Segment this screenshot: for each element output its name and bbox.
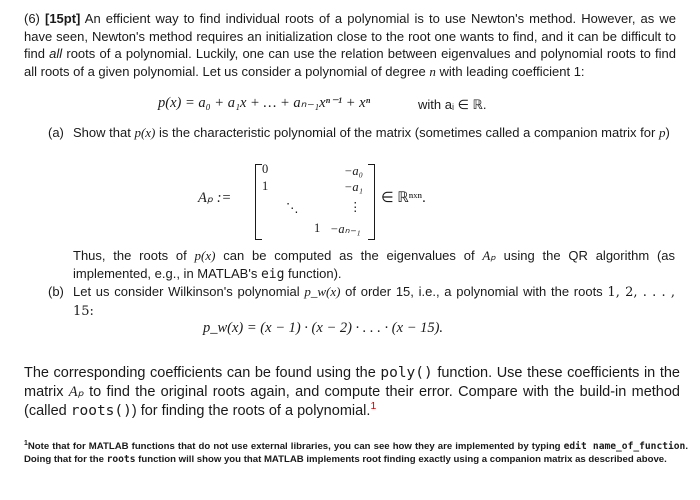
- intro-text-3: with leading coefficient 1:: [435, 63, 585, 79]
- footnote-text-3: function will show you that MATLAB implements root finding exactly using a companion matrix as described above.: [135, 454, 667, 465]
- matrix-right-bracket: [368, 164, 375, 240]
- intro-emphasis-all: all: [49, 46, 63, 62]
- matrix-label: Aₚ :=: [198, 190, 232, 206]
- part-a-text-3: ): [665, 125, 670, 140]
- part-b-pw: p_w(x): [304, 284, 341, 299]
- footnote-mark: 1: [24, 439, 28, 447]
- polynomial-equation: p(x) = a₀ + a₁x + … + aₙ₋₁xⁿ⁻¹ + xⁿ: [158, 95, 371, 111]
- matrix-cell-vdots: ⋮: [349, 200, 362, 214]
- footnote: [24, 440, 688, 466]
- part-a-p: p: [658, 125, 666, 140]
- matrix-left-bracket: [255, 164, 262, 240]
- part-a-text-2: is the characteristic polynomial of the matrix (sometimes called a companion matrix for: [155, 125, 659, 140]
- part-a-text: [73, 124, 673, 142]
- part-b-roots: 1, 2, . . . , 15:: [73, 285, 676, 319]
- matrix-cell-neg-a0: −a₀: [344, 164, 364, 178]
- part-a-label: (a): [48, 125, 64, 140]
- closing-Ap: Aₚ: [68, 384, 84, 400]
- part-a-text-1: Show that: [73, 125, 135, 140]
- followup-px: p(x): [194, 248, 216, 263]
- matrix-cell-neg-an-1: −aₙ₋₁: [330, 222, 361, 236]
- matrix-membership: ∈ ℝⁿˣⁿ.: [381, 190, 426, 206]
- matrix-cell-ddots: ⋱: [286, 201, 299, 215]
- matrix-cell-one-b: 1: [314, 221, 321, 235]
- followup-text-3: using the QR algorithm (as implemented, e.g., in MATLAB's: [73, 248, 676, 281]
- closing-paragraph: [24, 364, 680, 421]
- intro-text-2: roots of a polynomial. Luckily, one can use the relation between eigenvalues and polynomial roots to find all roots of a given polynomial. Let us consider a polynomial of degree: [24, 46, 676, 79]
- code-roots-footnote: roots: [106, 454, 136, 465]
- followup-text-4: function).: [284, 265, 342, 281]
- part-b-label: (b): [48, 284, 64, 299]
- part-b-text: [73, 283, 675, 320]
- followup-text-2: can be computed as the eigenvalues of: [215, 248, 483, 263]
- code-edit-name-of-function: edit name_of_function: [563, 441, 686, 452]
- footnote-reference[interactable]: 1: [370, 401, 377, 413]
- part-b-text-2: of order 15, i.e., a polynomial with the roots: [340, 284, 608, 299]
- closing-text-3: to find the original roots again, and compute their error. Compare with the build-in method (called: [24, 384, 680, 419]
- problem-number: (6): [24, 11, 40, 26]
- matrix-cell-zero: 0: [262, 162, 269, 176]
- closing-text-4: ) for finding the roots of a polynomial.: [131, 403, 371, 419]
- intro-text-1: An efficient way to find individual roots of a polynomial is to use Newton's method. However, as we have seen, Newton's method requires an initialization close to the root one wants to find, and it can be difficult to find: [24, 11, 676, 62]
- intro-n: n: [429, 63, 436, 79]
- code-eig: eig: [260, 266, 285, 282]
- followup-text-1: Thus, the roots of: [73, 248, 195, 263]
- wilkinson-equation: p_w(x) = (x − 1) · (x − 2) · . . . · (x − 15).: [203, 320, 444, 336]
- code-poly: poly(): [380, 365, 433, 381]
- code-roots: roots(): [70, 403, 132, 419]
- closing-text-1: The corresponding coefficients can be found using the: [24, 365, 381, 381]
- closing-text-2: function. Use these coefficients in the matrix: [24, 365, 680, 400]
- part-b-text-1: Let us consider Wilkinson's polynomial: [73, 284, 305, 299]
- problem-intro: [24, 10, 676, 80]
- footnote-text-1: Note that for MATLAB functions that do not use external libraries, you can see how they are implemented by typing: [27, 441, 564, 452]
- matrix-cell-one-a: 1: [262, 179, 269, 193]
- part-a-px: p(x): [134, 125, 156, 140]
- polynomial-condition: with aᵢ ∈ ℝ.: [418, 97, 487, 112]
- part-a-followup: [73, 247, 675, 283]
- footnote-text-2: . Doing that for the: [24, 441, 689, 465]
- followup-Ap: Aₚ: [482, 248, 496, 263]
- matrix-cell-neg-a1: −a₁: [344, 180, 364, 194]
- problem-points: [15pt]: [45, 11, 81, 26]
